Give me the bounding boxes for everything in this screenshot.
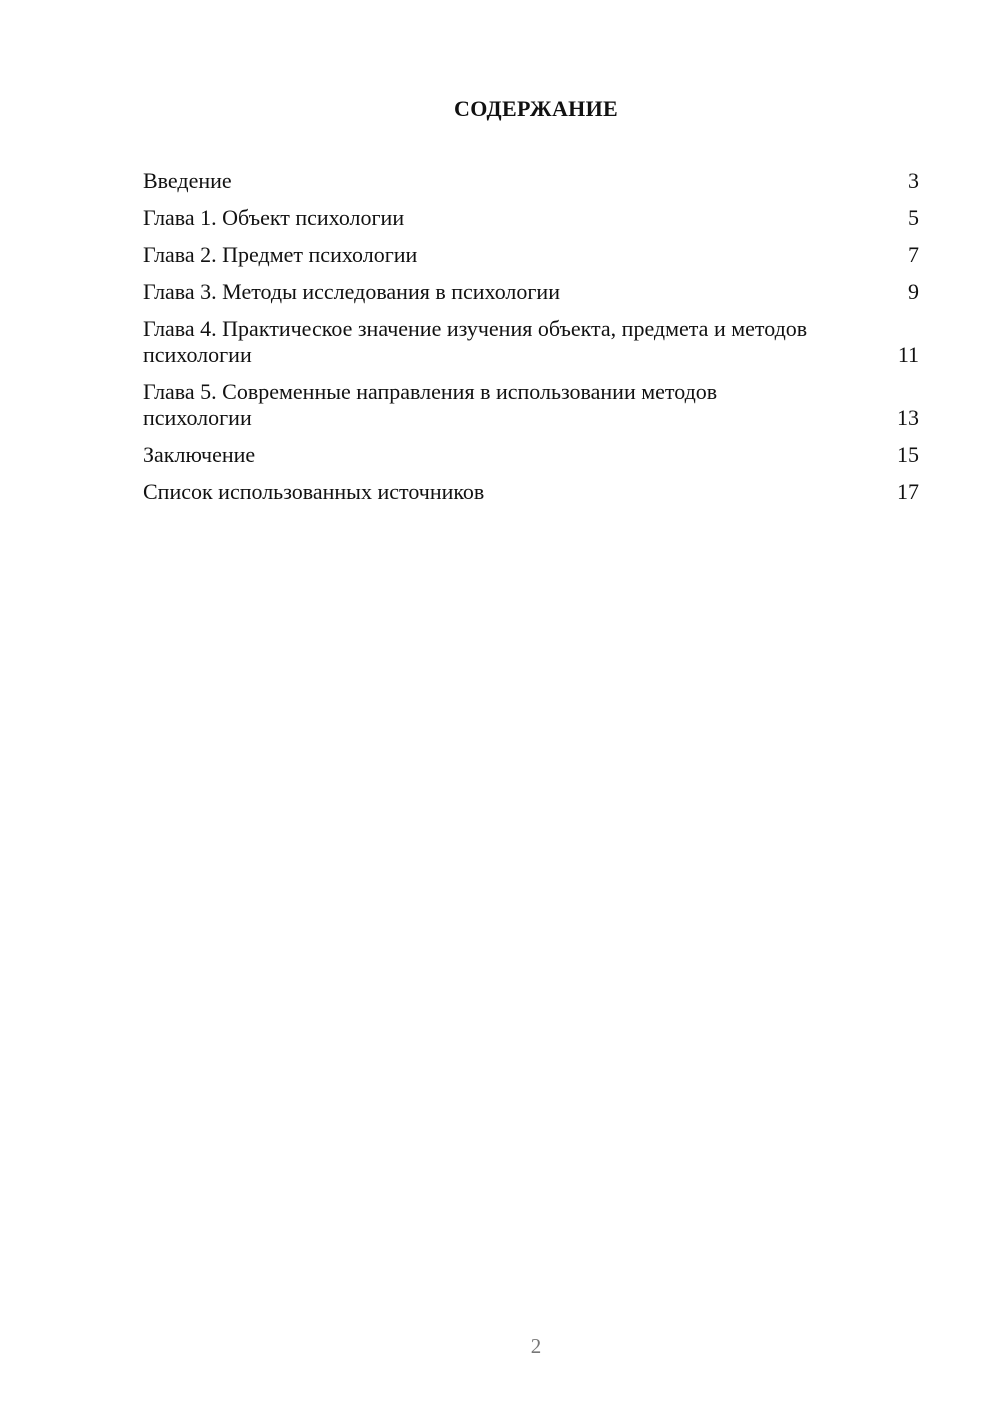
toc-entry-chapter-1 bbox=[143, 205, 919, 231]
toc-entry-chapter-3 bbox=[143, 279, 919, 305]
toc-title: СОДЕРЖАНИЕ bbox=[454, 96, 618, 121]
toc-entry-page: 17 bbox=[897, 479, 919, 504]
toc-entry-page: 9 bbox=[908, 279, 919, 304]
toc-entry-text: Глава 4. Практическое значение изучения объекта, предмета и методов психологии bbox=[143, 316, 808, 367]
toc-entry-text: Глава 3. Методы исследования в психологии bbox=[143, 279, 560, 304]
toc-entry-page: 15 bbox=[897, 442, 919, 467]
table-of-contents bbox=[143, 168, 919, 516]
toc-entry-text: Глава 2. Предмет психологии bbox=[143, 242, 418, 267]
toc-entry-conclusion bbox=[143, 442, 919, 468]
toc-entry-page: 7 bbox=[908, 242, 919, 267]
toc-entry-chapter-4 bbox=[143, 316, 919, 368]
toc-entry-text: Введение bbox=[143, 168, 232, 193]
toc-entry-page: 3 bbox=[908, 168, 919, 193]
toc-entry-text: Заключение bbox=[143, 442, 256, 467]
toc-entry-page: 13 bbox=[897, 405, 919, 430]
toc-entry-introduction bbox=[143, 168, 919, 194]
toc-entry-page: 11 bbox=[897, 342, 919, 367]
toc-entry-text: Глава 5. Современные направления в использовании методов психологии bbox=[143, 379, 718, 430]
toc-entry-references bbox=[143, 479, 919, 505]
toc-entry-chapter-5 bbox=[143, 379, 919, 431]
page-number: 2 bbox=[530, 1334, 542, 1358]
toc-entry-chapter-2 bbox=[143, 242, 919, 268]
toc-entry-page: 5 bbox=[908, 205, 919, 230]
toc-entry-text: Список использованных источников bbox=[143, 479, 485, 504]
toc-entry-text: Глава 1. Объект психологии bbox=[143, 205, 405, 230]
